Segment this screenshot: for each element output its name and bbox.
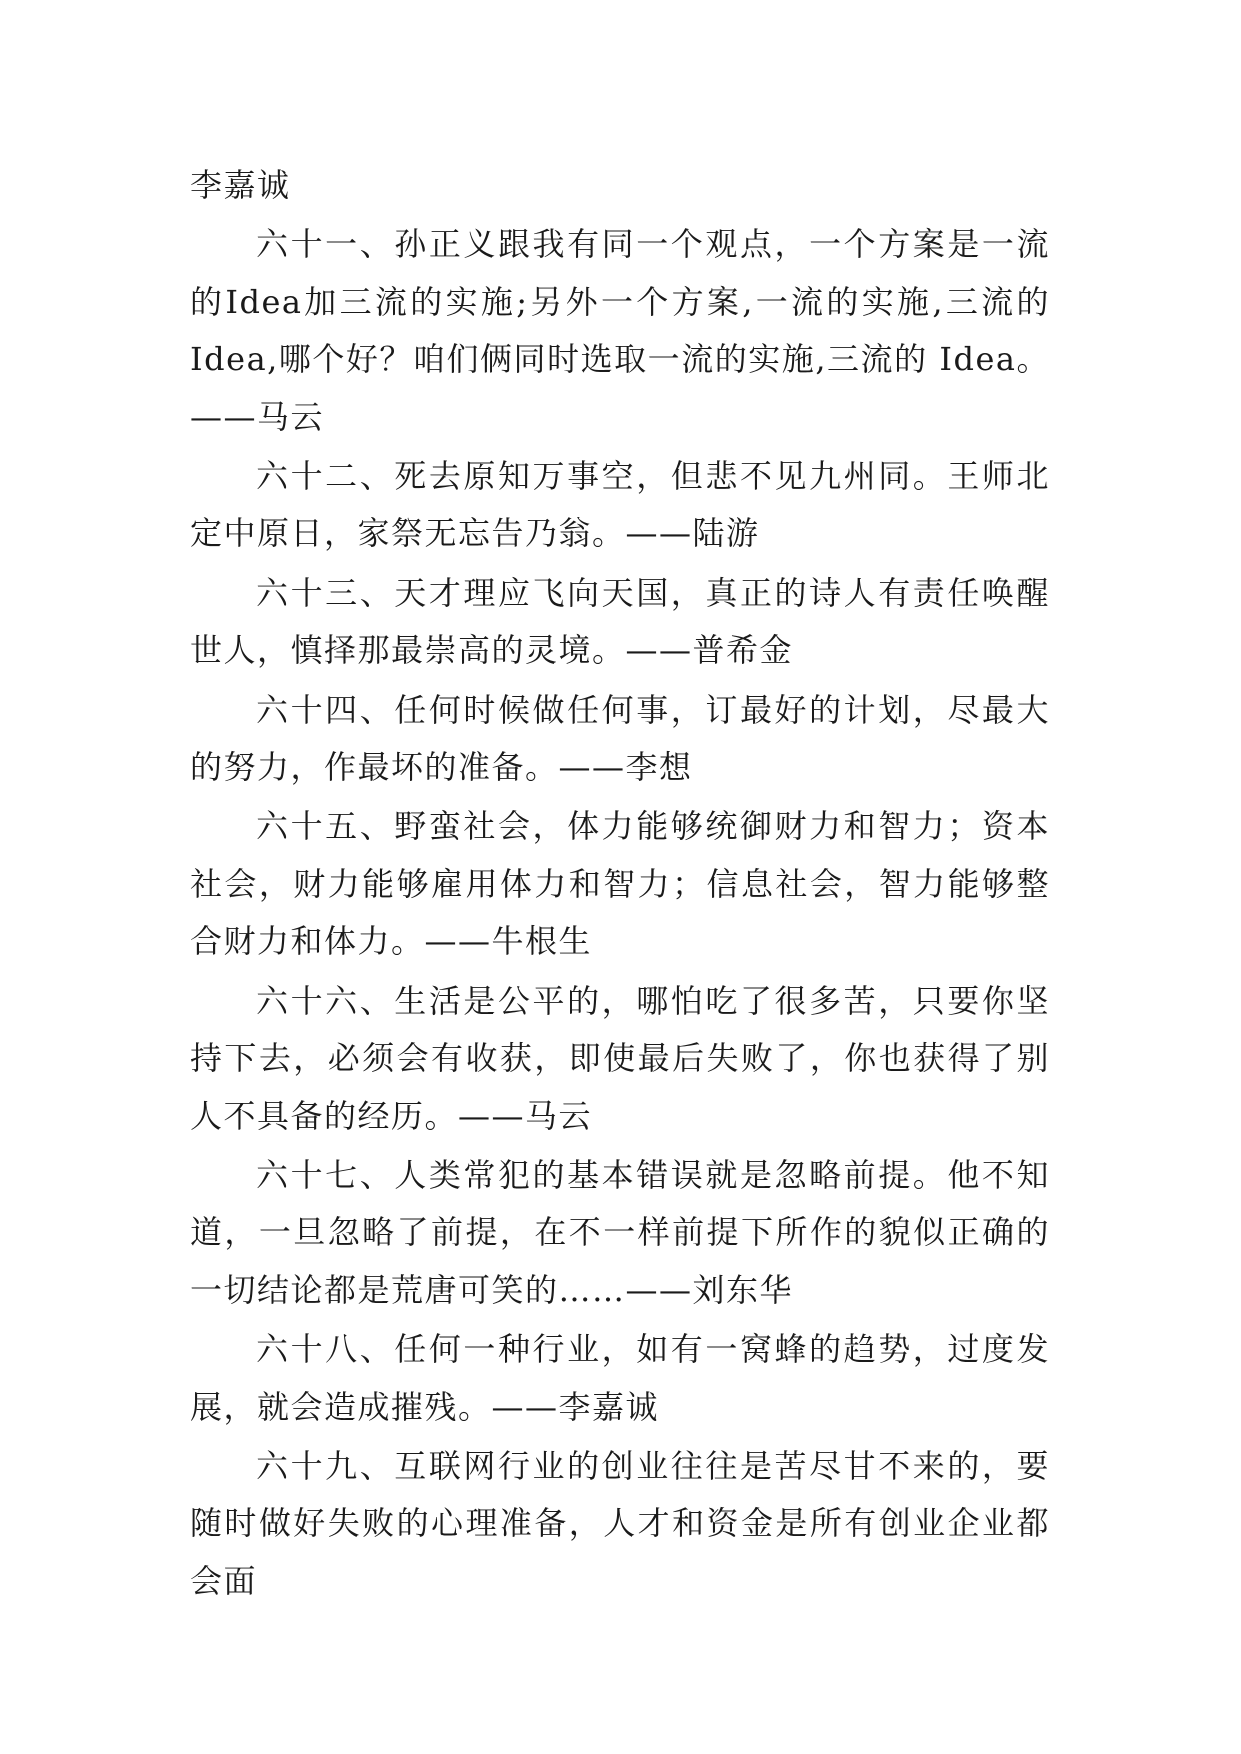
paragraph-69: 六十九、互联网行业的创业往往是苦尽甘不来的，要随时做好失败的心理准备，人才和资金是所有创业企业都会面 [190, 1446, 1050, 1600]
paragraph-66: 六十六、生活是公平的，哪怕吃了很多苦，只要你坚持下去，必须会有收获，即使最后失败了，你也获得了别人不具备的经历。——马云 [190, 981, 1050, 1135]
paragraph-67: 六十七、人类常犯的基本错误就是忽略前提。他不知道，一旦忽略了前提，在不一样前提下所作的貌似正确的一切结论都是荒唐可笑的……——刘东华 [190, 1155, 1050, 1309]
paragraph-62: 六十二、死去原知万事空，但悲不见九州同。王师北定中原日，家祭无忘告乃翁。——陆游 [190, 457, 1050, 553]
paragraph-63: 六十三、天才理应飞向天国，真正的诗人有责任唤醒世人，慎择那最崇高的灵境。——普希金 [190, 573, 1050, 670]
document-body [190, 157, 1050, 1612]
paragraph-64: 六十四、任何时候做任何事，订最好的计划，尽最大的努力，作最坏的准备。——李想 [190, 690, 1050, 787]
paragraph-61: 六十一、孙正义跟我有同一个观点，一个方案是一流的Idea加三流的实施;另外一个方案,一流的实施,三流的Idea,哪个好？咱们俩同时选取一流的实施,三流的 Idea。——马云 [190, 225, 1050, 436]
paragraph-68: 六十八、任何一种行业，如有一窝蜂的趋势，过度发展，就会造成摧残。——李嘉诚 [190, 1330, 1050, 1426]
lead-line: 李嘉诚 [190, 166, 291, 204]
paragraph-65: 六十五、野蛮社会，体力能够统御财力和智力；资本社会，财力能够雇用体力和智力；信息社会，智力能够整合财力和体力。——牛根生 [190, 807, 1050, 961]
